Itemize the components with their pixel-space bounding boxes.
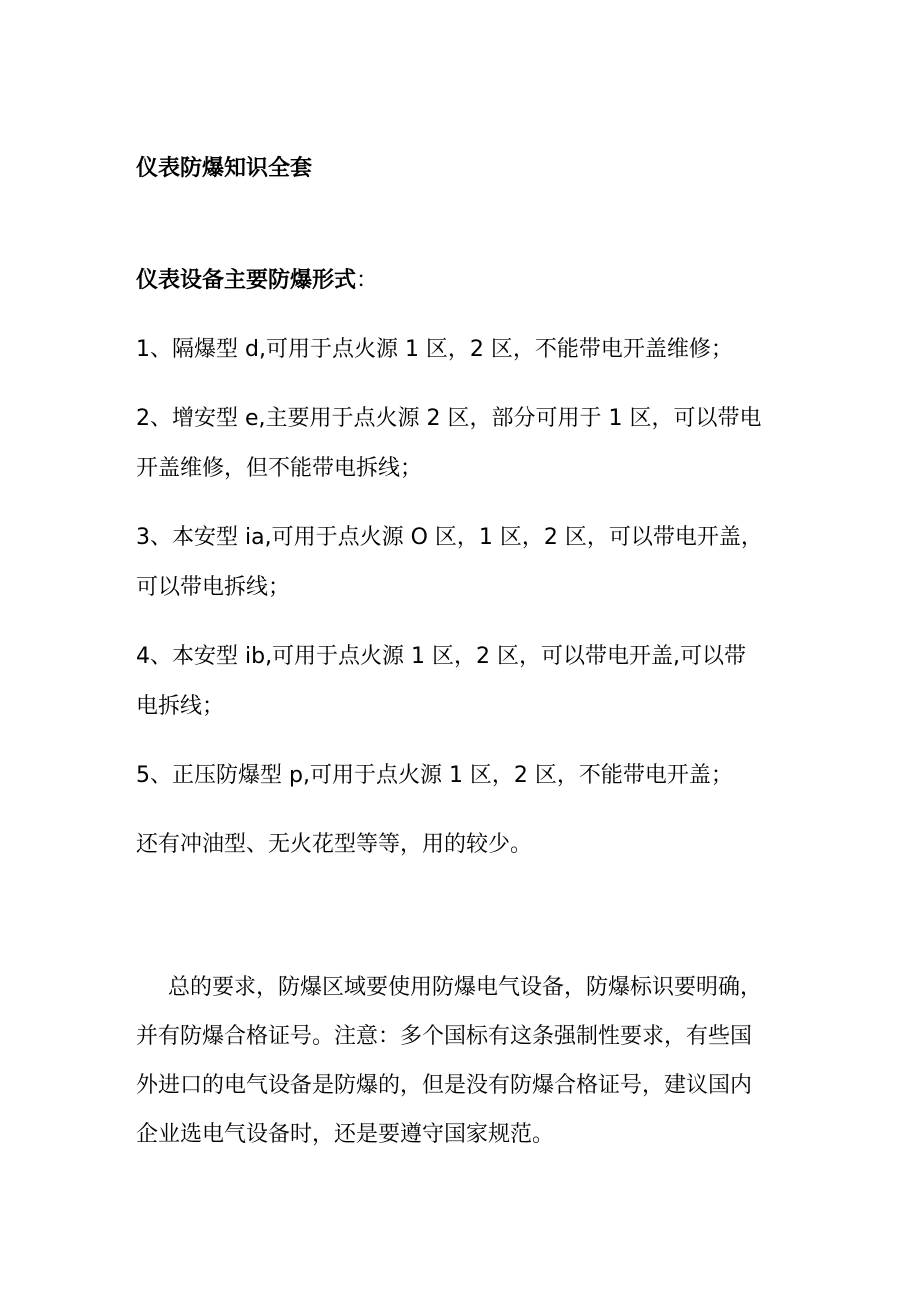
- item-3-line-1: 3、本安型 ia,可用于点火源 O 区，1 区，2 区，可以带电开盖，: [136, 525, 763, 550]
- others-note: 还有冲油型、无火花型等等，用的较少。: [136, 832, 533, 857]
- item-1-line-1: 1、隔爆型 d,可用于点火源 1 区，2 区，不能带电开盖维修；: [136, 337, 733, 362]
- requirement-line-4: 企业选电气设备时，还是要遵守国家规范。: [136, 1122, 555, 1147]
- item-4-line-1: 4、本安型 ib,可用于点火源 1 区，2 区，可以带电开盖,可以带: [136, 644, 747, 669]
- item-3-line-2: 可以带电拆线；: [136, 575, 291, 600]
- item-2-line-2: 开盖维修，但不能带电拆线；: [136, 456, 423, 481]
- section-heading-text: 仪表设备主要防爆形式: [136, 268, 357, 293]
- section-heading-colon: ：: [356, 268, 379, 293]
- requirement-line-1: 总的要求，防爆区域要使用防爆电气设备，防爆标识要明确，: [168, 975, 763, 1000]
- item-5-line-1: 5、正压防爆型 p,可用于点火源 1 区，2 区，不能带电开盖；: [136, 763, 733, 788]
- requirement-line-3: 外进口的电气设备是防爆的，但是没有防爆合格证号，建议国内: [136, 1073, 753, 1098]
- document-title: 仪表防爆知识全套: [136, 156, 313, 181]
- item-2-line-1: 2、增安型 e,主要用于点火源 2 区，部分可用于 1 区，可以带电: [136, 406, 762, 431]
- section-heading: [136, 266, 796, 296]
- requirement-line-2: 并有防爆合格证号。注意：多个国标有这条强制性要求，有些国: [136, 1024, 753, 1049]
- item-4-line-2: 电拆线；: [136, 694, 225, 719]
